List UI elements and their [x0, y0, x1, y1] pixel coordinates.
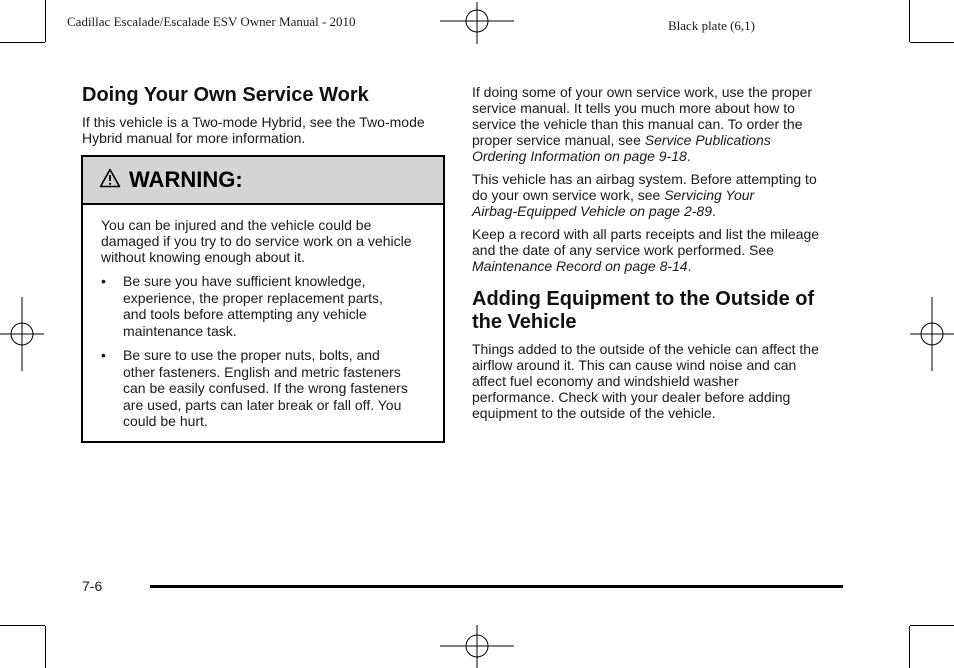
- crop-mark-bottom-right-h: [910, 625, 954, 626]
- maintenance-record-paragraph: [472, 226, 819, 274]
- paragraph-line: performance. Check with your dealer before adding: [472, 389, 791, 405]
- warning-text: [101, 217, 431, 265]
- warning-text-line: without knowing enough about it.: [101, 249, 305, 265]
- paragraph-line: Things added to the outside of the vehicle can affect the: [472, 341, 819, 357]
- paragraph-line: equipment to the outside of the vehicle.: [472, 405, 716, 421]
- bullet-line: are used, parts can later break or fall off. You: [123, 396, 402, 413]
- crop-mark-top-left-h: [0, 42, 45, 43]
- crop-mark-bottom-right-v: [909, 626, 910, 668]
- bullet-line: could be hurt.: [123, 413, 208, 429]
- paragraph-line: service the vehicle than this manual can. To order the: [472, 116, 803, 132]
- crop-mark-bottom-left-h: [0, 625, 45, 626]
- airbag-paragraph: [472, 171, 817, 219]
- warning-title: WARNING:: [129, 167, 243, 192]
- warning-bullet: [101, 273, 431, 339]
- hybrid-note-line: If this vehicle is a Two-mode Hybrid, see the Two-mode: [82, 114, 425, 130]
- bullet-line: can be easily confused. If the wrong fasteners: [123, 380, 408, 396]
- hybrid-note-line: Hybrid manual for more information.: [82, 130, 306, 146]
- paragraph-text: .: [687, 258, 692, 274]
- hybrid-note: [82, 114, 425, 146]
- heading-line: Adding Equipment to the Outside of: [472, 288, 815, 310]
- outside-equipment-paragraph: [472, 341, 819, 421]
- paragraph-text: .: [712, 203, 716, 219]
- paragraph-text: .: [686, 148, 691, 164]
- paragraph-line: service manual. It tells you much more about how to: [472, 100, 795, 116]
- paragraph-text: do your own service work, see: [472, 187, 665, 203]
- warning-header: [83, 157, 443, 205]
- warning-body: [101, 217, 431, 430]
- section-heading-service-work: Doing Your Own Service Work: [82, 84, 369, 106]
- cross-reference-link[interactable]: Ordering Information on page 9-18: [472, 148, 687, 164]
- cross-reference-link[interactable]: Service Publications: [644, 132, 771, 148]
- paragraph-line: [472, 187, 817, 203]
- running-header-title: Cadillac Escalade/Escalade ESV Owner Manual - 2010: [67, 14, 356, 29]
- crop-mark-bottom-left-v: [45, 626, 46, 668]
- paragraph-line: [472, 148, 812, 164]
- service-manual-paragraph: [472, 84, 812, 164]
- paragraph-line: and the date of any service work performed. See: [472, 242, 774, 258]
- paragraph-line: If doing some of your own service work, use the proper: [472, 84, 813, 100]
- section-heading-adding-equipment: [472, 288, 814, 334]
- cross-reference-link[interactable]: Maintenance Record on page 8-14: [472, 258, 688, 274]
- registration-mark-right-icon: [910, 297, 954, 371]
- registration-mark-top-icon: [440, 2, 514, 44]
- footer-rule: [150, 585, 843, 588]
- bullet-text: [123, 347, 408, 430]
- crop-mark-top-right-v: [909, 0, 910, 42]
- paragraph-line: This vehicle has an airbag system. Before attempting to: [472, 171, 817, 187]
- crop-mark-top-right-h: [910, 42, 954, 43]
- bullet-text: [123, 273, 383, 339]
- warning-text-line: damaged if you try to do service work on a vehicle: [101, 233, 412, 249]
- cross-reference-link[interactable]: Airbag-Equipped Vehicle on page 2-89: [472, 203, 712, 219]
- bullet-line: other fasteners. English and metric fasteners: [123, 363, 401, 380]
- paragraph-line: Keep a record with all parts receipts and list the mileage: [472, 226, 820, 242]
- bullet-line: and tools before attempting any vehicle: [123, 306, 367, 322]
- bullet-dot: •: [101, 347, 106, 363]
- warning-text-line: You can be injured and the vehicle could be: [101, 217, 372, 233]
- bullet-line: experience, the proper replacement parts,: [123, 289, 383, 306]
- bullet-dot: •: [101, 273, 106, 289]
- paragraph-line: [472, 258, 819, 274]
- paragraph-line: [472, 132, 812, 148]
- crop-mark-top-left-v: [45, 0, 46, 42]
- warning-triangle-icon: [99, 168, 121, 193]
- warning-bullet: [101, 347, 431, 430]
- paragraph-line: [472, 203, 817, 219]
- paragraph-text: proper service manual, see: [472, 132, 645, 148]
- bullet-line: Be sure you have sufficient knowledge,: [123, 273, 366, 289]
- paragraph-line: airflow around it. This can cause wind noise and can: [472, 357, 797, 373]
- cross-reference-link[interactable]: Servicing Your: [664, 187, 755, 203]
- bullet-line: Be sure to use the proper nuts, bolts, and: [123, 347, 380, 363]
- registration-mark-left-icon: [0, 297, 44, 371]
- warning-box: [81, 155, 445, 443]
- plate-label: Black plate (6,1): [668, 18, 755, 33]
- paragraph-line: affect fuel economy and windshield washer: [472, 373, 739, 389]
- heading-line: the Vehicle: [472, 311, 577, 333]
- registration-mark-bottom-icon: [440, 625, 514, 668]
- bullet-line: maintenance task.: [123, 322, 237, 339]
- page-number: 7-6: [82, 578, 103, 594]
